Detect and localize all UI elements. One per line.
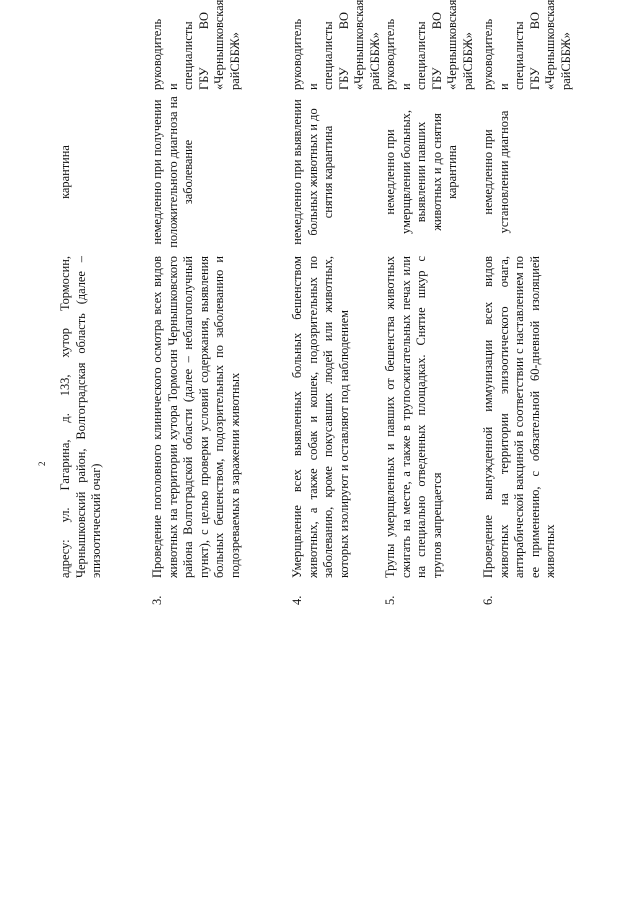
row-action: Проведение вынужденной иммунизации всех видов животных на территории эпизоотического очага, антирабической вакциной в соответствии с наставлением по ее применению, с обязательной 60-дневной изоляцией животных <box>481 256 557 578</box>
row-action: адресу: ул. Гагарина, д. 133, хутор Тормосин, Чернышковский район, Волгоградская область (далее – эпизоотический очаг) <box>58 256 103 578</box>
row-number <box>58 578 150 605</box>
table-row <box>58 12 150 605</box>
row-number: 4. <box>290 595 304 605</box>
row-action: Трупы умерщвленных и павших от бешенства животных сжигать на месте, а также в трупосжигательных печах или на специально отведенных площадках. Снятие шкур с трупов запрещается <box>383 256 444 578</box>
row-action: Умерщвление всех выявленных больных бешенством животных, а также собак и кошек, подозрительных по заболеванию, кроме покусавших людей или животных, которых изолируют и оставляют под наблюдением <box>290 256 351 578</box>
measures-table <box>58 0 574 605</box>
row-number: 3. <box>150 595 164 605</box>
row-number: 5. <box>383 595 397 605</box>
row-number: 6. <box>481 595 495 605</box>
row-responsible <box>58 12 150 96</box>
row-timing: немедленно при получении положительного диагноза на заболевание <box>150 96 195 248</box>
table-row <box>383 12 481 605</box>
table-row <box>481 12 574 605</box>
row-responsible: руководитель и специалисты ГБУ ВО «Чернышковская райСББЖ» <box>481 0 573 90</box>
table-row <box>290 12 383 605</box>
row-timing: немедленно при установлении диагноза <box>481 110 511 234</box>
row-timing: немедленно при выявлении больных животных и до снятия карантина <box>290 99 335 245</box>
row-timing: карантина <box>58 145 72 199</box>
table-row <box>150 12 290 605</box>
row-responsible: руководитель и специалисты ГБУ ВО «Чернышковская райСББЖ» <box>290 0 382 90</box>
row-timing: немедленно при умерщвлении больных, выявлении павших животных и до снятия карантина <box>383 110 459 234</box>
row-responsible: руководитель и специалисты ГБУ ВО «Чернышковская райСББЖ» <box>150 0 242 90</box>
page-number: 2 <box>37 461 47 466</box>
row-action: Проведение поголовного клинического осмотра всех видов животных на территории хутора Тормосин Чернышковского района Волгоградской области (далее – неблагополучный пункт), с целью проверки условий содержания, выявления больных бешенством, подозрительных по заболеванию и подозреваемых в заражении животных <box>150 256 242 578</box>
row-responsible: руководитель и специалисты ГБУ ВО «Чернышковская райСББЖ» <box>383 0 475 90</box>
